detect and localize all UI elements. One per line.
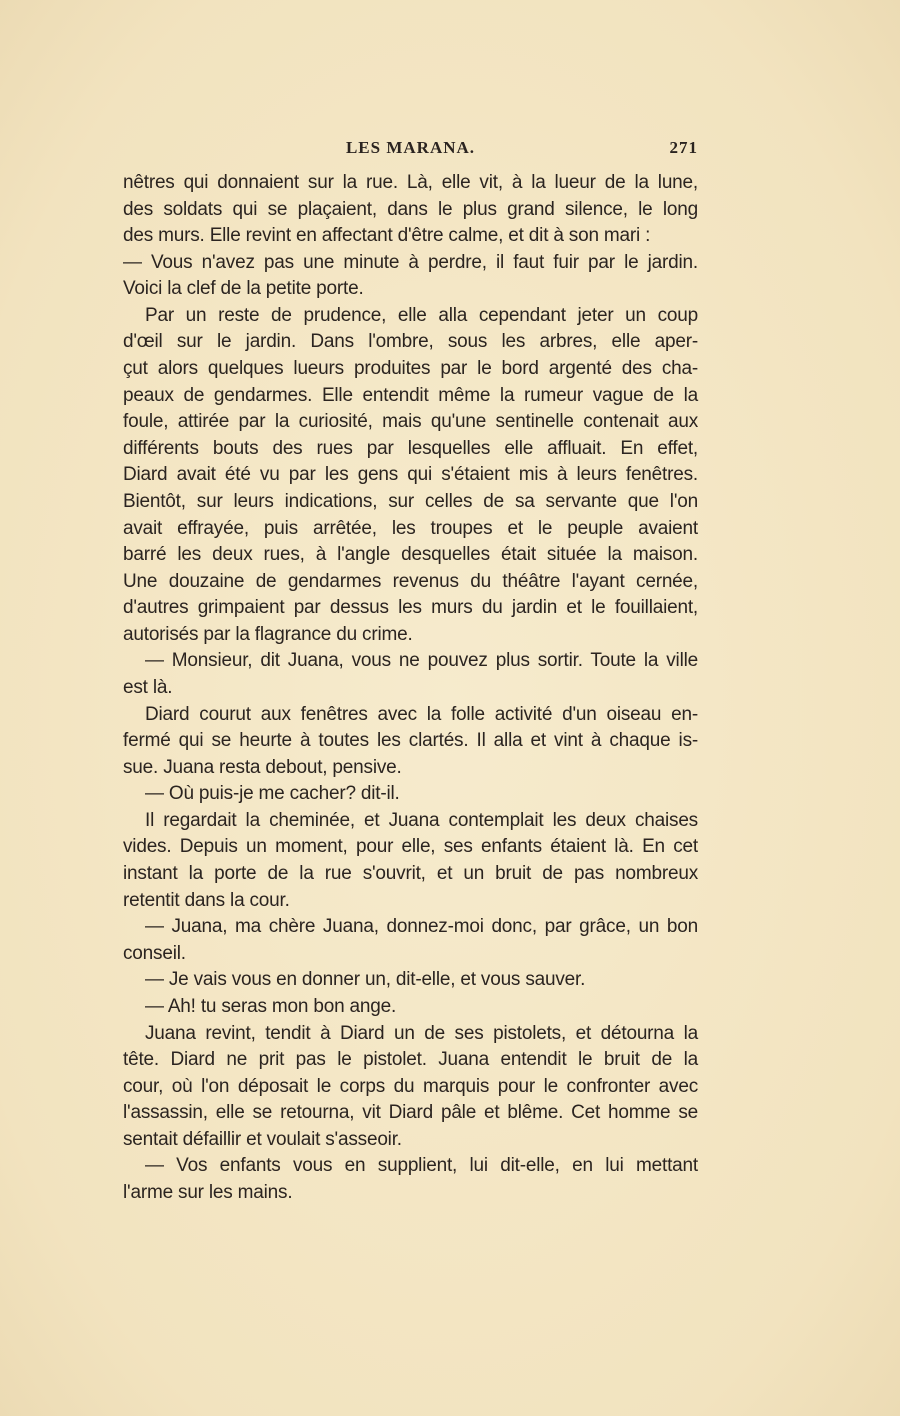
paragraph [123, 781, 698, 808]
text-line: cour, où l'on déposait le corps du marquis pour le confronter avec [123, 1075, 698, 1097]
text-line: l'arme sur les mains. [123, 1181, 293, 1203]
running-header [123, 138, 698, 164]
paragraph [123, 303, 698, 649]
text-line: Bientôt, sur leurs indications, sur celles de sa servante que l'on [123, 490, 698, 512]
text-line: d'œil sur le jardin. Dans l'ombre, sous les arbres, elle aper- [123, 331, 698, 353]
running-title: LES MARANA. [345, 138, 476, 157]
text-line: différents bouts des rues par lesquelles elle affluait. En effet, [123, 437, 698, 459]
paragraph [123, 967, 698, 994]
text-line: fermé qui se heurte à toutes les clartés. Il alla et vint à chaque is- [123, 730, 698, 752]
text-line: avait effrayée, puis arrêtée, les troupes et le peuple avaient [123, 517, 698, 539]
text-line: çut alors quelques lueurs produites par le bord argenté des cha- [123, 358, 698, 380]
text-line: — Juana, ma chère Juana, donnez-moi donc, par grâce, un bon [145, 916, 698, 938]
text-line: Par un reste de prudence, elle alla cependant jeter un coup [145, 304, 698, 326]
text-line: — Vos enfants vous en supplient, lui dit-elle, en lui mettant [145, 1155, 698, 1177]
text-line: tête. Diard ne prit pas le pistolet. Juana entendit le bruit de la [123, 1049, 698, 1071]
text-line: — Vous n'avez pas une minute à perdre, il faut fuir par le jardin. [123, 251, 698, 273]
text-line: instant la porte de la rue s'ouvrit, et un bruit de pas nombreux [123, 863, 698, 885]
text-line: — Ah! tu seras mon bon ange. [145, 995, 397, 1017]
text-line: l'assassin, elle se retourna, vit Diard pâle et blême. Cet homme se [123, 1102, 698, 1124]
text-line: — Je vais vous en donner un, dit-elle, et vous sauver. [145, 969, 586, 991]
text-line: peaux de gendarmes. Elle entendit même la rumeur vague de la [123, 384, 698, 406]
text-line: vides. Depuis un moment, pour elle, ses enfants étaient là. En cet [123, 836, 698, 858]
paragraph [123, 1021, 698, 1154]
paragraph [123, 250, 698, 303]
text-line: conseil. [123, 942, 186, 964]
paragraph [123, 994, 698, 1021]
paragraph [123, 702, 698, 782]
text-line: retentit dans la cour. [123, 889, 290, 911]
text-line: Diard avait été vu par les gens qui s'étaient mis à leurs fenêtres. [123, 464, 698, 486]
text-line: — Monsieur, dit Juana, vous ne pouvez plus sortir. Toute la ville [145, 650, 698, 672]
page-number: 271 [669, 138, 698, 157]
text-line: Diard courut aux fenêtres avec la folle activité d'un oiseau en- [145, 703, 698, 725]
text-line: autorisés par la flagrance du crime. [123, 623, 413, 645]
text-line: Juana revint, tendit à Diard un de ses pistolets, et détourna la [145, 1022, 698, 1044]
paragraph [123, 914, 698, 967]
text-line: des soldats qui se plaçaient, dans le plus grand silence, le long [123, 198, 698, 220]
text-line: sentait défaillir et voulait s'asseoir. [123, 1128, 402, 1150]
text-line: est là. [123, 676, 173, 698]
text-line: Une douzaine de gendarmes revenus du théâtre l'ayant cernée, [123, 570, 698, 592]
paragraph [123, 1153, 698, 1206]
text-line: Il regardait la cheminée, et Juana contemplait les deux chaises [145, 809, 698, 831]
text-line: nêtres qui donnaient sur la rue. Là, elle vit, à la lueur de la lune, [123, 172, 698, 193]
text-line: — Où puis-je me cacher? dit-il. [145, 783, 400, 805]
text-line: sue. Juana resta debout, pensive. [123, 756, 402, 778]
text-line: foule, attirée par la curiosité, mais qu'une sentinelle contenait aux [123, 411, 698, 433]
text-line: Voici la clef de la petite porte. [123, 278, 364, 300]
paragraph [123, 170, 698, 250]
text-line: barré les deux rues, à l'angle desquelles était située la maison. [123, 544, 698, 566]
paragraph [123, 648, 698, 701]
text-line: d'autres grimpaient par dessus les murs du jardin et le fouillaient, [123, 597, 698, 619]
text-line: des murs. Elle revint en affectant d'être calme, et dit à son mari : [123, 225, 651, 247]
paragraph [123, 808, 698, 914]
body-text [123, 170, 698, 1207]
